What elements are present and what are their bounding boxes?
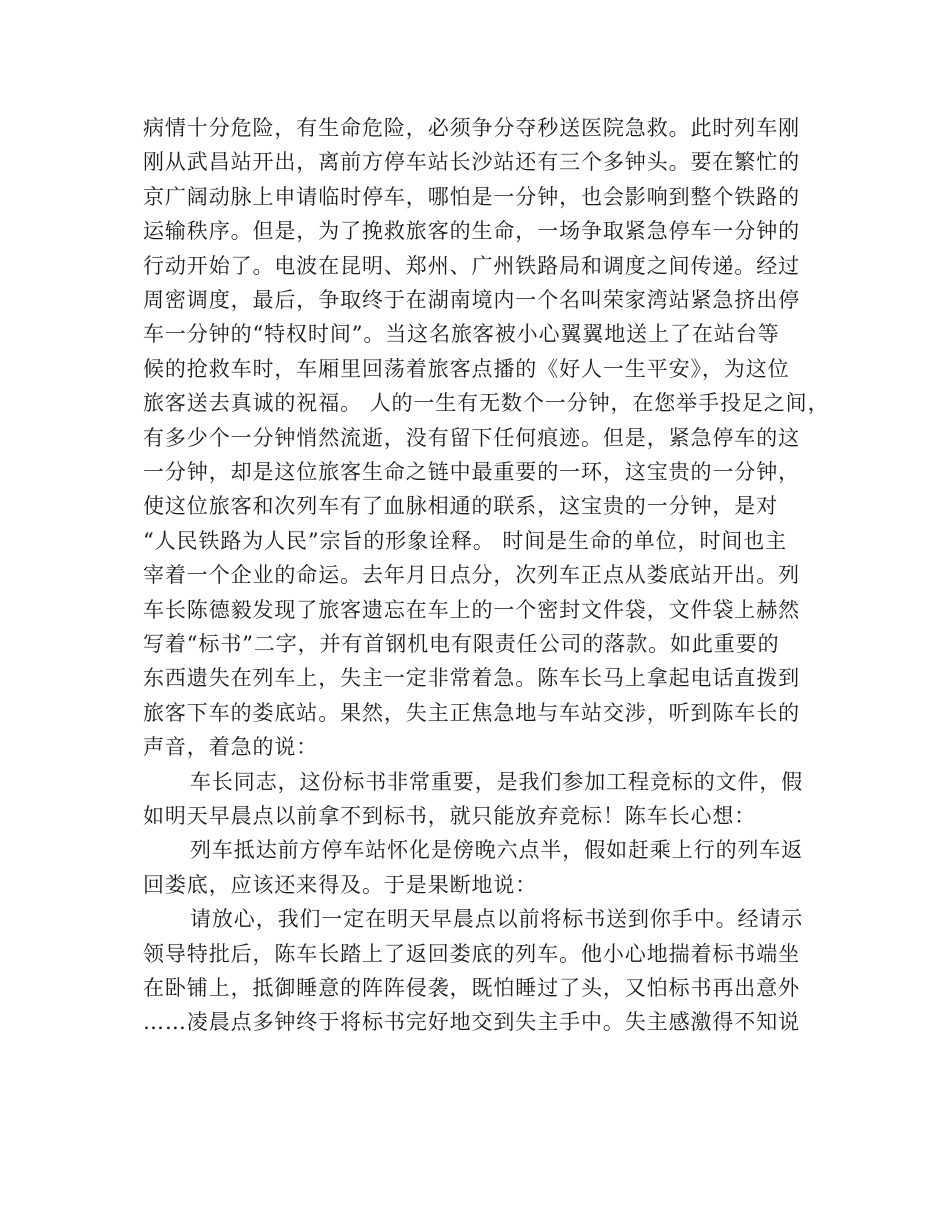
text-line: 候的抢救车时，车厢里回荡着旅客点播的《好人一生平安》，为这位 [143,357,790,381]
text-line: 宰着一个企业的命运。去年月日点分，次列车正点从娄底站开出。列 [143,563,800,587]
text-line: 请放心，我们一定在明天早晨点以前将标书送到你手中。经请示 [190,907,804,931]
text-line: 如明天早晨点以前拿不到标书，就只能放弃竞标！陈车长心想： [143,804,757,828]
text-line: 一分钟，却是这位旅客生命之链中最重要的一环，这宝贵的一分钟， [143,460,800,484]
text-line: 写着“标书”二字，并有首钢机电有限责任公司的落款。如此重要的 [143,632,780,656]
text-line: 旅客送去真诚的祝福。 人的一生有无数个一分钟，在您举手投足之间， [143,391,830,415]
text-line: 在卧铺上，抵御睡意的阵阵侵袭，既怕睡过了头，又怕标书再出意外 [143,976,800,1000]
text-line: “人民铁路为人民”宗旨的形象诠释。 时间是生命的单位，时间也主 [143,529,788,553]
text-line: 行动开始了。电波在昆明、郑州、广州铁路局和调度之间传递。经过 [143,254,800,278]
text-line: 回娄底，应该还来得及。于是果断地说： [143,873,538,897]
text-line: 车长陈德毅发现了旅客遗忘在车上的一个密封文件袋，文件袋上赫然 [143,598,800,622]
text-line: 病情十分危险，有生命危险，必须争分夺秒送医院急救。此时列车刚 [143,116,800,140]
text-line: 东西遗失在列车上，失主一定非常着急。陈车长马上拿起电话直拨到 [143,666,800,690]
text-line: 使这位旅客和次列车有了血脉相通的联系，这宝贵的一分钟，是对 [143,494,779,518]
text-line: 京广阔动脉上申请临时停车，哪怕是一分钟，也会影响到整个铁路的 [143,185,800,209]
text-line: 周密调度，最后，争取终于在湖南境内一个名叫荣家湾站紧急挤出停 [143,288,800,312]
text-line: 有多少个一分钟悄然流逝，没有留下任何痕迹。但是，紧急停车的这 [143,426,800,450]
text-line: 车一分钟的“特权时间”。当这名旅客被小心翼翼地送上了在站台等 [143,322,780,346]
text-line: 运输秩序。但是，为了挽救旅客的生命，一场争取紧急停车一分钟的 [143,219,800,243]
text-line: 车长同志，这份标书非常重要，是我们参加工程竞标的文件，假 [190,770,804,794]
text-line: 刚从武昌站开出，离前方停车站长沙站还有三个多钟头。要在繁忙的 [143,150,800,174]
text-line: ……凌晨点多钟终于将标书完好地交到失主手中。失主感激得不知说 [143,1010,800,1034]
text-line: 旅客下车的娄底站。果然，失主正焦急地与车站交涉，听到陈车长的 [143,701,800,725]
text-line: 列车抵达前方停车站怀化是傍晚六点半，假如赶乘上行的列车返 [190,838,804,862]
text-line: 领导特批后，陈车长踏上了返回娄底的列车。他小心地揣着标书端坐 [143,942,800,966]
text-line: 声音，着急的说： [143,735,319,759]
